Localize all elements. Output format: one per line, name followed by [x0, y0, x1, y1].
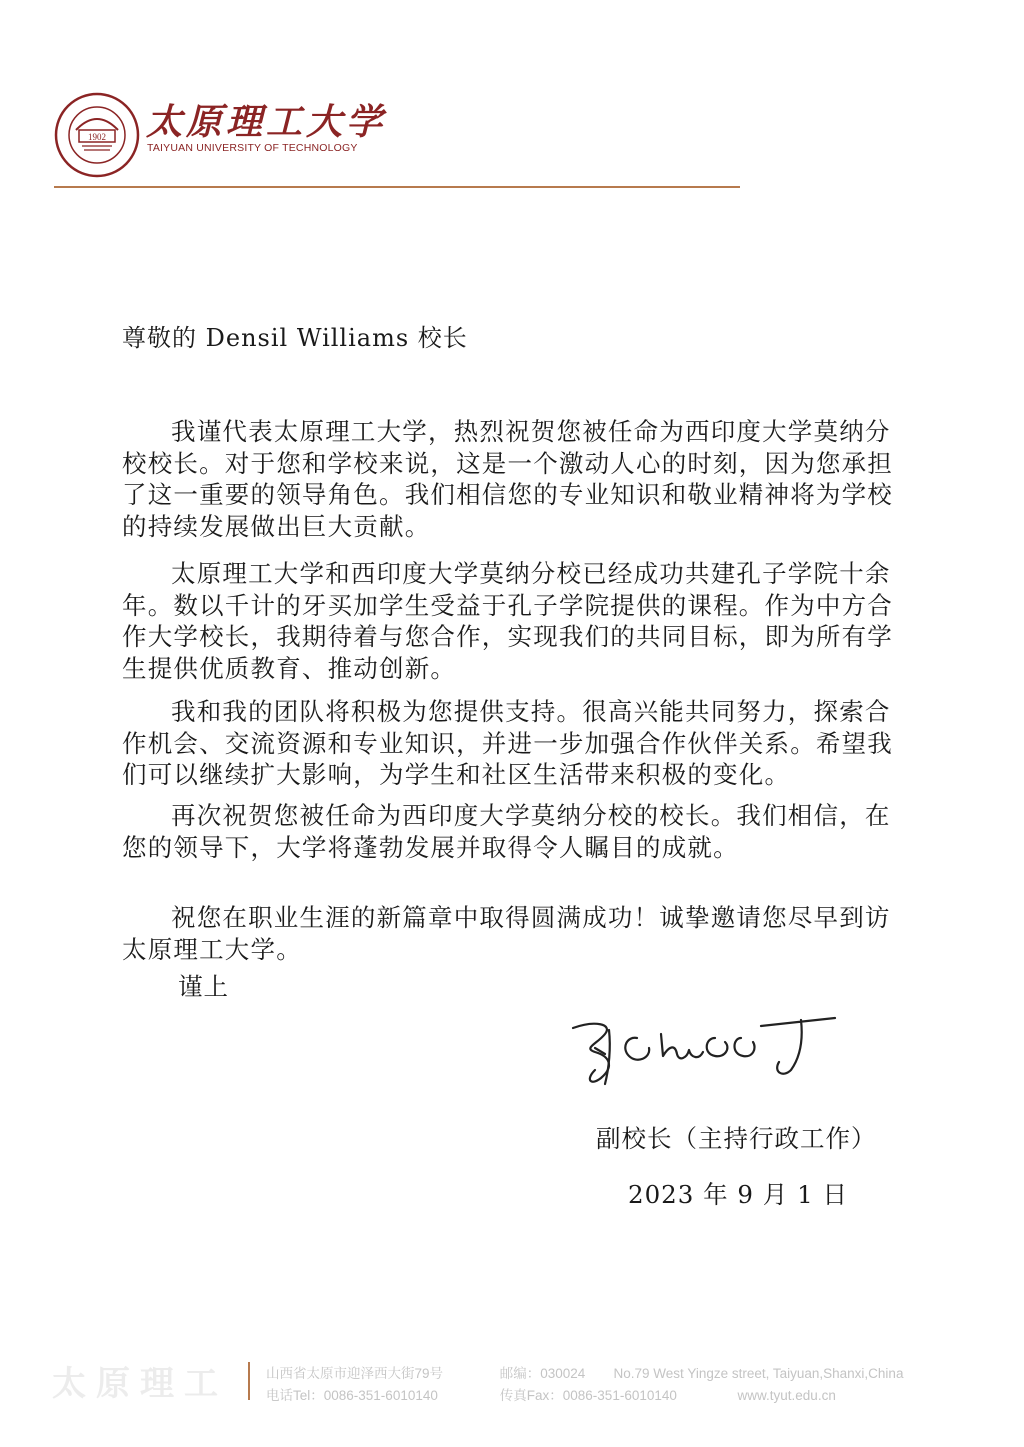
footer-fax: 传真Fax：0086-351-6010140: [499, 1388, 677, 1403]
paragraph-2: 太原理工大学和西印度大学莫纳分校已经成功共建孔子学院十余年。数以千计的牙买加学生受益于孔子学院提供的课程。作为中方合作大学校长，我期待着与您合作，实现我们的共同目标，即为所有学生提供优质教育、推动创新。: [122, 559, 893, 683]
footer-phone: 电话Tel：0086-351-6010140: [266, 1388, 438, 1403]
footer-address-en: No.79 West Yingze street, Taiyuan,Shanxi,China: [613, 1366, 904, 1381]
seal-year: 1902: [88, 132, 106, 142]
footer-watermark-logo: 太原理工: [52, 1364, 228, 1404]
footer-postcode: 邮编：030024: [499, 1366, 586, 1381]
university-name-cn: 太原理工大学: [146, 101, 387, 143]
footer-address-cn: 山西省太原市迎泽西大街79号: [266, 1366, 444, 1381]
footer-line-2: [266, 1384, 836, 1404]
paragraph-5: 祝您在职业生涯的新篇章中取得圆满成功！诚挚邀请您尽早到访太原理工大学。: [122, 903, 891, 964]
handwritten-signature: [565, 1008, 875, 1094]
footer-website: www.tyut.edu.cn: [737, 1388, 836, 1403]
university-seal-icon: [54, 92, 140, 178]
header-divider: [54, 186, 740, 188]
paragraph-1: 我谨代表太原理工大学，热烈祝贺您被任命为西印度大学莫纳分校校长。对于您和学校来说，这是一个激动人心的时刻，因为您承担了这一重要的领导角色。我们相信您的专业知识和敬业精神将为学校的持续发展做出巨大贡献。: [122, 417, 893, 541]
university-name-en: TAIYUAN UNIVERSITY OF TECHNOLOGY: [147, 142, 358, 154]
paragraph-4: 再次祝贺您被任命为西印度大学莫纳分校的校长。我们相信，在您的领导下，大学将蓬勃发展并取得令人瞩目的成就。: [122, 801, 891, 862]
footer-line-1: [266, 1362, 903, 1382]
salutation: 尊敬的 Densil Williams 校长: [122, 324, 468, 352]
footer-divider: [248, 1362, 250, 1400]
paragraph-3: 我和我的团队将积极为您提供支持。很高兴能共同努力，探索合作机会、交流资源和专业知识，并进一步加强合作伙伴关系。希望我们可以继续扩大影响，为学生和社区生活带来积极的变化。: [122, 697, 893, 789]
letter-date: 2023 年 9 月 1 日: [628, 1180, 848, 1209]
signer-title: 副校长（主持行政工作）: [596, 1124, 877, 1153]
closing: 谨上: [178, 972, 229, 1001]
